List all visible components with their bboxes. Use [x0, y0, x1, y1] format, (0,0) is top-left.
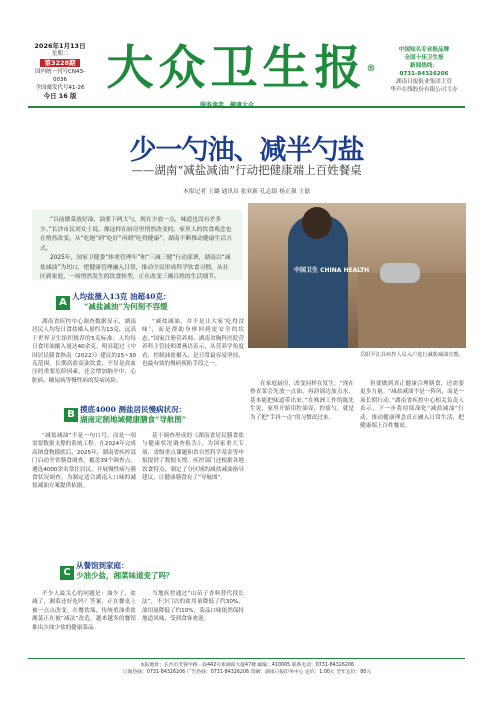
brand-line-1: 中国知名专业报品牌: [398, 47, 450, 53]
date-box: [30, 42, 90, 100]
article-headline: 少一勺油、减半勺盐: [129, 135, 364, 166]
footer-address: 本报地址：长沙市芙蓉中路一段442号新湖南大厦47楼 邮编：410005 联系电话：0731-84326206: [139, 663, 355, 668]
section-c-letter: C: [60, 566, 74, 580]
paper-title-logo: [106, 40, 376, 98]
issue-weekday: 星期二: [51, 51, 69, 57]
section-b-col-1: “减盐减油”不是一句口号，而是一项需要数据支撑的系统工程。在2024年完成高钠食物摸底后，2025年，湖南省疾控部门启动全省膳食调查，覆盖39个调查点，遴选4000余名常住居民，开展慢性病与膳食状况调查，为制定适合湖南人口味的减盐减油方案提供依据。: [32, 433, 136, 490]
footer-rule: [28, 658, 465, 659]
article-photo: [248, 203, 466, 348]
lead-paragraph: “以前做菜放好油，油要下两大勺，现在少放一点，味道也没有差多少。”长沙市民刘女士说。像这样在厨房里悄然改变的，家里人的饮食观念也在悄然改变。从“吃饱”到“吃好”再到“吃得健康”，湖南不断推动健康生活方式。: [40, 217, 232, 252]
health-worker-head: [302, 207, 332, 239]
section-c-subtitle: 少油少盐，湘菜味道变了吗？: [76, 571, 174, 580]
hotline-number: 0731-84326206: [399, 71, 449, 77]
article-col-4: 但要做到真正健康合理膳食，还需要更多力量。“减盐减油不是一阵风，而是一项长期行动。”湖南省疾控中心相关负责人表示，下一步将持续深化“减盐减油”行动，推动健康理念真正融入日常生活，把健康端上百姓餐桌。: [360, 381, 464, 430]
section-a-col-1: 湖南省疾控中心调查数据显示，湖南居民人均每日食盐摄入量约为13克，远高于世界卫生组织推荐的5克标准；人均每日食用油摄入量达40余克，明显超过《中国居民膳食指南（2022）》建议的25~30克范围。长期高盐高油饮食，不仅是高血压的重要危险因素，还会增加脑卒中、心脏病、糖尿病等慢性病的发病风险。: [32, 319, 136, 384]
cn-number: 国内统一刊号CN43-0036: [35, 69, 85, 83]
publisher-info: [378, 46, 470, 94]
page-count: 今日 16 版: [43, 92, 77, 100]
section-b-subtitle: 湖南定制地域健康膳食“导航图”: [80, 415, 187, 424]
photo-caption: 岳阳平江县疾控人员入户进行减盐减油宣教。: [360, 352, 464, 358]
tagline-right: 健康大众: [230, 102, 255, 109]
supervisor: 湖南日报报业集团主管: [396, 79, 452, 85]
paper-name: 大众卫生报: [106, 41, 367, 96]
section-a-subtitle: “减盐减油”为何刻不容缓: [84, 302, 168, 311]
photo-vest-logo: 中国卫生 CHINA HEALTH: [294, 267, 370, 274]
article-col-3: 在家庭厨房，改变同样在发生。“现在炒青菜会先放一点油，再沥锅边加点水，基本能把味道带出来。”在株洲工作的陈先生说，家里开始用控油壶、控盐勺，就是为了把“手抖一点”的习惯改过来。: [250, 381, 354, 421]
masthead: [0, 0, 492, 98]
section-b-col-2: 基于调查形成的《湖南省居民膳食盐与健康状况调查报告》，为国家重大专项、省级重点课题和省自然科学基金等申报提供了数据支撑。疾控部门还根据各地饮食特点，制定了分区域的减盐减油指导建议，让健康膳食有了“导航图”。: [142, 433, 244, 482]
issue-number-badge: 第3228期: [40, 59, 79, 67]
masthead-tagline: [200, 100, 254, 109]
page-footer: [32, 662, 462, 676]
article-subhead: ——湖南“减盐减油”行动把健康端上百姓餐桌: [131, 163, 362, 177]
postal-code: 全国邮发代号41-26: [35, 85, 85, 91]
section-c-col-2: 当地疾控通过“山苗子香料替代找长法”，不少门店的盐用量降低了约30%，油用量降低了约10%，菜品口味依然保持地道风味，受到食客欢迎。: [142, 591, 244, 623]
cooking-pot: [380, 263, 420, 283]
section-b-letter: B: [64, 408, 78, 422]
registered-mark-icon: ®: [366, 64, 376, 74]
section-c-title: 从餐馆到家庭：: [76, 561, 129, 570]
lead-box: [32, 210, 242, 280]
lead-paragraph-2: 2025年，国家卫健委“体重管理年”和“三减三健”行动部署，湖南以“减盐减油”为切口，把健康管理融入日常，推动全民形成科学饮食习惯，从社区到家庭，一场悄然发生的饮食转型，正在改变三湘百姓的生活细节。: [40, 255, 231, 280]
section-a-title: 人均盐摄入13克 油超40克：: [72, 292, 171, 301]
sponsor: 华声在线股份有限公司主办: [390, 87, 458, 93]
section-c-col-1: 不少人最关心的问题是：油少了，盐减了，湘菜还好吃吗？答案，正在餐桌上被一点点改变。在餐饮端，传统重油重盐湘菜正在被“减法”改造，越来越多的餐馆推出少油少盐的健康菜品。: [32, 591, 136, 631]
section-b-title: 摸底4000 测盐居民慢病状况：: [80, 405, 186, 414]
brand-line-2: 全国十佳卫生报: [404, 55, 444, 61]
footer-subscription: 订阅热线：0731-84326206 广告热线：0731-84326206 印刷：湖南日报印务中心 定价：1.00元 全年定价：80元: [122, 670, 372, 675]
tagline-left: 服务读者: [200, 102, 225, 109]
section-a-col-2: “减盐减油，并不是让大家‘吃得没味’，而是帮助身体回到更安全的状态。”国家注册营养师、湖南省胸科医院营养科主管技师谭燕语表示，从营养学角度看，控制油盐摄入，是日常最容易坚持、也最有效的慢病预防手段之一。: [142, 319, 244, 368]
hotline-label: 新闻热线：: [410, 63, 438, 69]
section-a-letter: A: [56, 296, 70, 310]
kitchen-counter: [358, 273, 466, 348]
article-byline: 本报记者 王璐 通讯员 张亚新 孔志银 杨正强 王磊: [183, 189, 310, 195]
issue-date: 2026年1月13日: [34, 42, 86, 50]
